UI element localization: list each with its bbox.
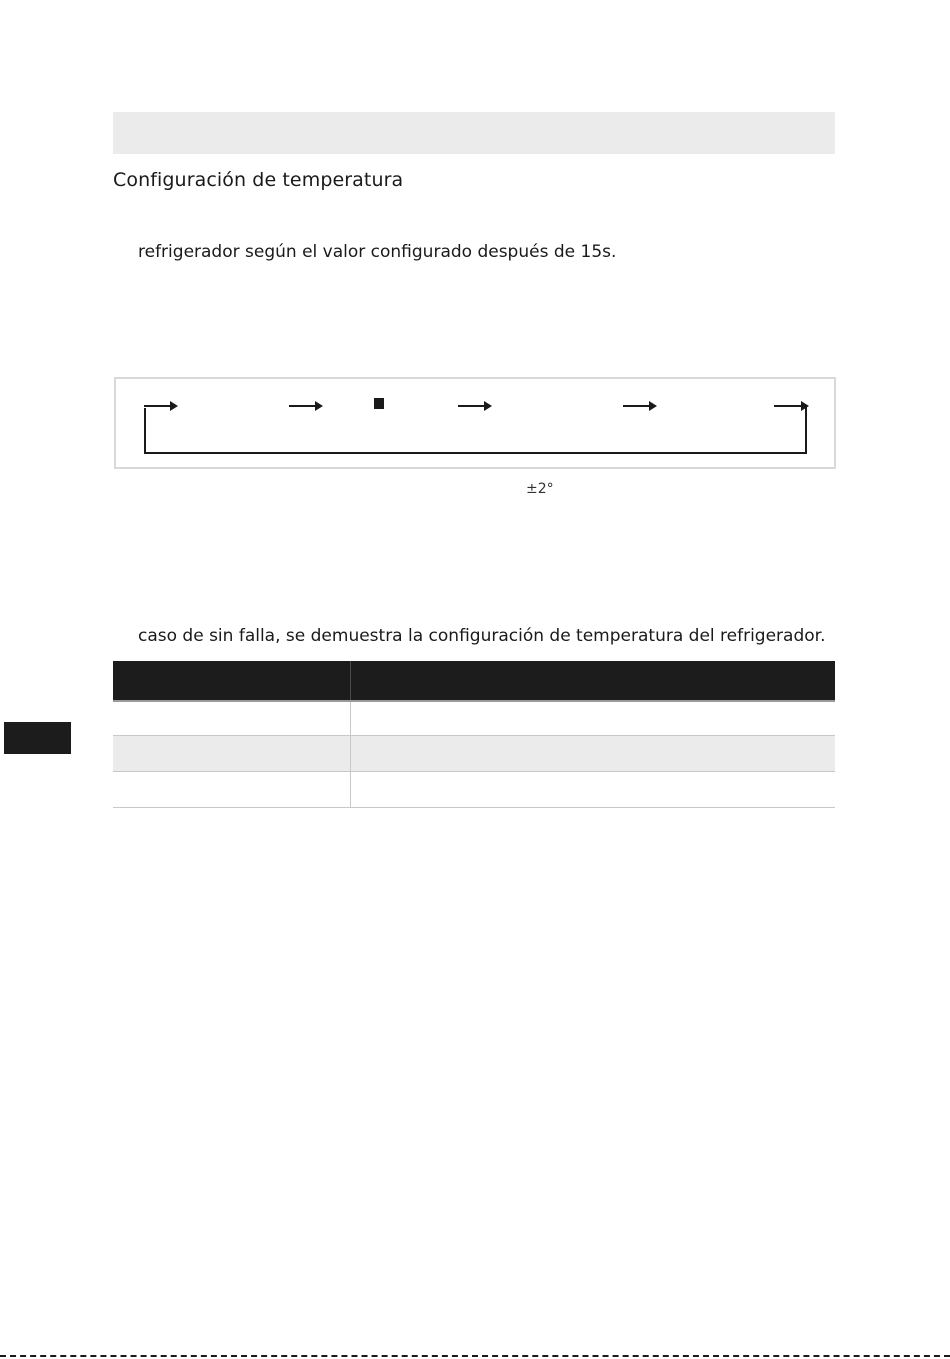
table-row — [113, 700, 835, 736]
tolerance-note: ±2° — [526, 481, 554, 497]
section-title: Configuración de temperatura — [113, 169, 404, 191]
table-cell — [351, 702, 835, 735]
page-bottom-rule — [0, 1355, 950, 1357]
table-row — [113, 772, 835, 808]
settings-table — [113, 661, 835, 808]
temperature-cycle-diagram — [114, 377, 836, 469]
table-cell — [113, 772, 351, 807]
arrow-icon — [144, 401, 178, 411]
table-header-cell — [351, 661, 835, 700]
table-cell — [113, 736, 351, 771]
table-header — [113, 661, 835, 700]
arrow-icon — [289, 401, 323, 411]
arrow-icon — [623, 401, 657, 411]
arrow-icon — [458, 401, 492, 411]
section-header-band — [113, 112, 835, 154]
arrow-icon — [774, 401, 809, 411]
table-header-cell — [113, 661, 351, 700]
table-cell — [351, 772, 835, 807]
chapter-side-tab — [4, 722, 71, 754]
square-marker-icon — [374, 398, 384, 409]
cycle-diagram-svg — [116, 379, 834, 467]
table-row — [113, 736, 835, 772]
paragraph-line-2: caso de sin falla, se demuestra la configuración de temperatura del refrigerador. — [138, 626, 826, 646]
cycle-loop-line — [145, 407, 806, 453]
table-cell — [113, 702, 351, 735]
paragraph-line-1: refrigerador según el valor configurado después de 15s. — [138, 242, 617, 262]
table-cell — [351, 736, 835, 771]
